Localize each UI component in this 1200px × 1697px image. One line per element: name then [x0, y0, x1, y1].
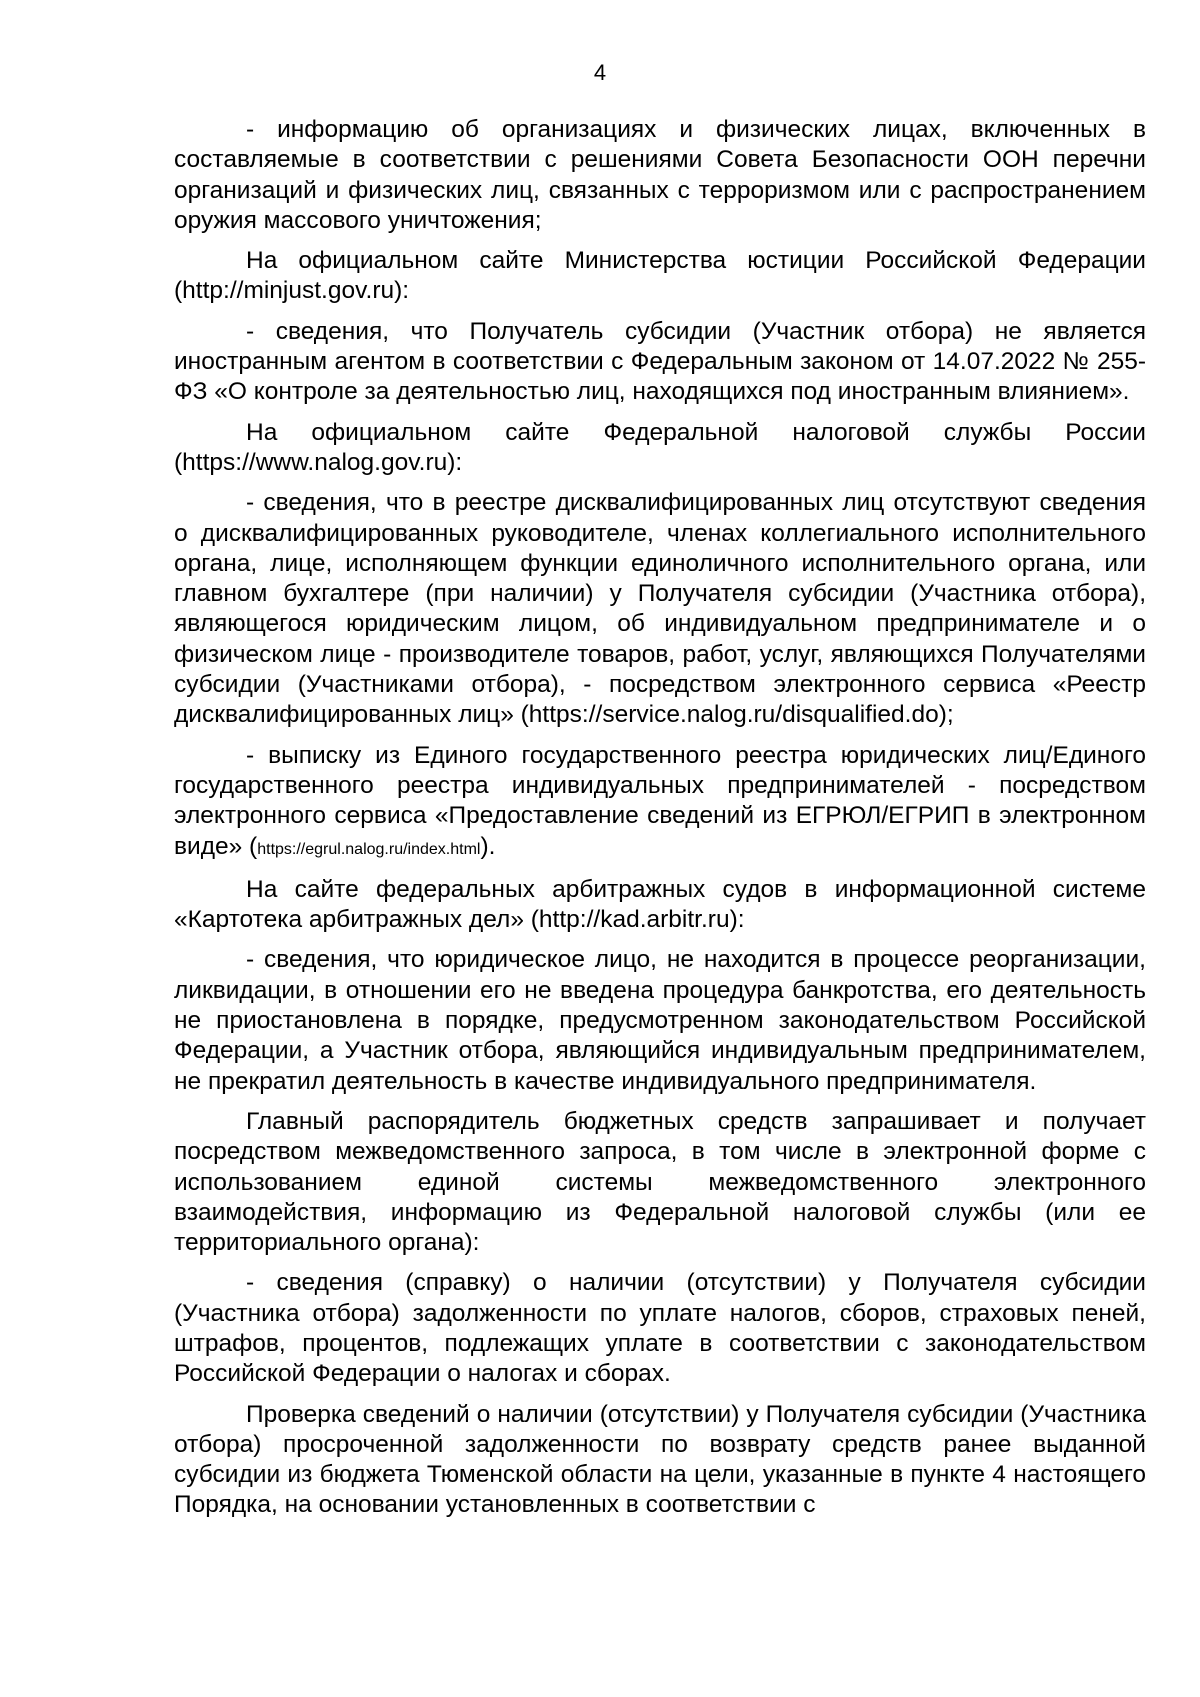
page-number: 4 [593, 60, 607, 85]
paragraph-interagency-request: Главный распорядитель бюджетных средств запрашивает и получает посредством межведомственного запроса, в том числе в электронной форме с использованием единой системы межведомственного электронного взаимодействия, информацию из Федеральной налоговой службы (или ее территориального органа): [174, 1107, 1146, 1257]
paragraph-subsidy-check: Проверка сведений о наличии (отсутствии) у Получателя субсидии (Участника отбора) просроченной задолженности по возврату средств ранее выданной субсидии из бюджета Тюменской области на цели, указанные в пункте 4 настоящего Порядка, на основании установленных в соответствии с [174, 1400, 1146, 1519]
egrul-tail: ). [480, 832, 496, 860]
paragraph-reorganization: - сведения, что юридическое лицо, не находится в процессе реорганизации, ликвидации, в отношении его не введена процедура банкротства, его деятельность не приостановлена в порядке, предусмотренном законодательством Российской Федерации, а Участник отбора, являющийся индивидуальным предпринимателем, не прекратил деятельность в качестве индивидуального предпринимателя. [174, 946, 1146, 1095]
egrul-link-text: https://egrul.nalog.ru/index.html [257, 840, 481, 858]
paragraph-un-lists: - информацию об организациях и физических лицах, включенных в составляемые в соответствии с решениями Совета Безопасности ООН перечни организаций и физических лиц, связанных с терроризмом или с распространением оружия массового уничтожения; [174, 116, 1146, 234]
paragraph-egrul-extract [174, 741, 1146, 865]
paragraph-fns-heading: На официальном сайте Федеральной налоговой службы России (https://www.nalog.gov.ru): [174, 418, 1146, 476]
paragraph-disqualified-registry: - сведения, что в реестре дисквалифицированных лиц отсутствуют сведения о дисквалифицированных руководителе, членах коллегиального исполнительного органа, лице, исполняющем функции единоличного исполнительного органа, или главном бухгалтере (при наличии) у Получателя субсидии (Участника отбора), являющегося юридическим лицом, об индивидуальном предпринимателе и о физическом лице - производителе товаров, работ, услуг, являющихся Получателями субсидии (Участниками отбора), - посредством электронного сервиса «Реестр дисквалифицированных лиц» (https://service.nalog.ru/disqualified.do); [174, 489, 1146, 729]
paragraph-foreign-agent: - сведения, что Получатель субсидии (Участник отбора) не является иностранным агентом в соответствии с Федеральным законом от 14.07.2022 № 255-ФЗ «О контроле за деятельностью лиц, находящихся под иностранным влиянием». [174, 317, 1146, 406]
paragraph-minjust-heading: На официальном сайте Министерства юстиции Российской Федерации (http://minjust.gov.ru): [174, 247, 1146, 305]
egrul-text: - выписку из Единого государственного реестра юридических лиц/Единого государственного реестра индивидуальных предпринимателей - посредством электронного сервиса «Предоставление сведений из ЕГРЮЛ/ЕГРИП в электронном виде» ( [174, 741, 1146, 860]
document-body [174, 115, 1146, 1531]
paragraph-tax-debt: - сведения (справку) о наличии (отсутствии) у Получателя субсидии (Участника отбора) задолженности по уплате налогов, сборов, страховых пеней, штрафов, процентов, подлежащих уплате в соответствии с законодательством Российской Федерации о налогах и сборах. [174, 1269, 1146, 1388]
paragraph-arbitration-heading: На сайте федеральных арбитражных судов в информационной системе «Картотека арбитражных дел» (http://kad.arbitr.ru): [174, 875, 1146, 934]
